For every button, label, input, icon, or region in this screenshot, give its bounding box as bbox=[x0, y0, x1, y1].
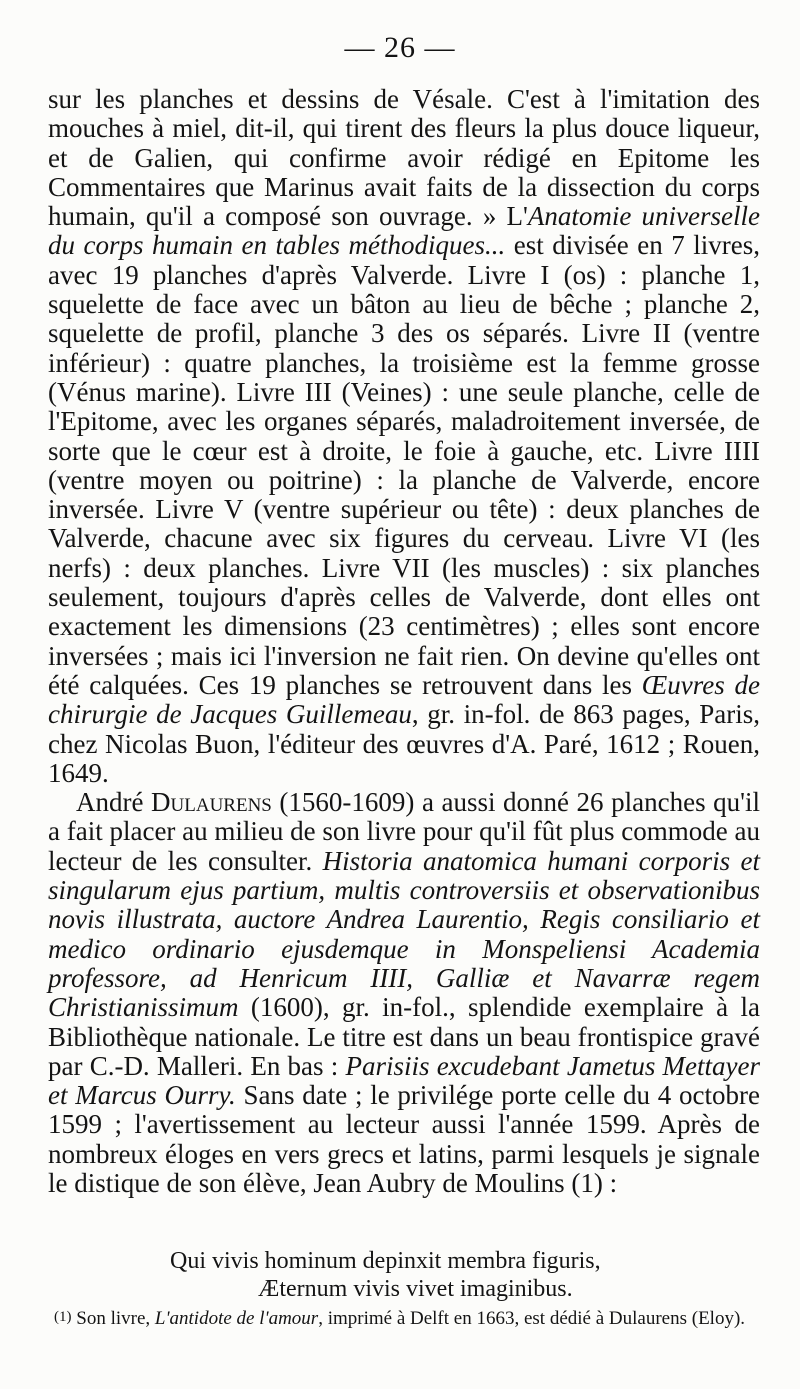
paragraph-1-text-a: sur les planches et dessins de Vésale. C'est à l'imitation des mouches à miel, dit-il, qui tirent des fleurs la plus douce liqueur, et de Galien, qui confirme avoir rédigé en Epitome les Commentaires que Marinus avait faits de la dissection du corps humain, qu'il a composé son ouvrage. » L' bbox=[48, 84, 760, 232]
footnote-text-b: , imprimé à Delft en 1663, est dédié à Dulaurens (Eloy). bbox=[318, 1308, 746, 1329]
paragraph-2-text-a: André bbox=[76, 787, 152, 818]
paragraph-1-text-c: , gr. in-fol. de 863 pages, Paris, chez Nicolas Buon, l'éditeur des œuvres d'A. Paré, 1612 ; Rouen, 1649. bbox=[48, 699, 760, 788]
author-name-dulaurens: Dulaurens bbox=[151, 787, 272, 818]
footnote-book-title: L'antidote de l'amour bbox=[154, 1308, 319, 1329]
paragraph-2-text-d: Sans date ; le privilége porte celle du 4 octobre 1599 ; l'avertissement au lecteur aussi l'année 1599. Après de nombreux éloges en vers grecs et latins, parmi lesquels je signale le distique de son élève, Jean Aubry de Moulins (1) : bbox=[48, 1080, 761, 1198]
book-title-oeuvres-guillemeau: Œuvres de chirurgie de Jacques Guillemeau bbox=[48, 669, 760, 730]
latin-distich bbox=[0, 1247, 800, 1303]
paragraph-2-text-c: (1600), gr. in-fol., splendide exemplaire à la Bibliothèque nationale. Le titre est dans un beau frontispice gravé par C.-D. Malleri. En bas : bbox=[48, 992, 760, 1081]
paragraph-2-text-b: (1560-1609) a aussi donné 26 planches qu'il a fait placer au milieu de son livre pour qu'il fût plus commode au lecteur de les consulter. bbox=[48, 787, 760, 876]
footnote-text-a: Son livre, bbox=[71, 1308, 155, 1329]
verse-line-1: Qui vivis hominum depinxit membra figuris, bbox=[170, 1248, 601, 1274]
body-text bbox=[48, 85, 760, 1198]
verse-line-2: Æternum vivis vivet imaginibus. bbox=[258, 1276, 573, 1302]
paragraph-1-text-b: est divisée en 7 livres, avec 19 planches d'après Valverde. Livre I (os) : planche 1, squelette de face avec un bâton au lieu de bêche ; planche 2, squelette de profil, planche 3 des os séparés. Livre II (ventre inférieur) : quatre planches, la troisième est la femme grosse (Vénus marine). Livre III (Veines) : une seule planche, celle de l'Epitome, avec les organes séparés, maladroitement inversée, de sorte que le cœur est à droite, le foie à gauche, etc. Livre IIII (ventre moyen ou poitrine) : la planche de Valverde, encore inversée. Livre V (ventre supérieur ou tête) : deux planches de Valverde, chacune avec six figures du cerveau. Livre VI (les nerfs) : deux planches. Livre VII (les muscles) : six planches seulement, toujours d'après celles de Valverde, dont elles ont exactement les dimensions (23 centimètres) ; elles sont encore inversées ; mais ici l'inversion ne fait rien. On devine qu'elles ont été calquées. Ces 19 planches se retrouvent dans les bbox=[48, 230, 760, 700]
book-title-historia-anatomica: Historia anatomica humani corporis et singularum ejus partium, multis controversiis et observationibus novis illustrata, auctore Andrea Laurentio, Regis consiliario et medico ordinario ejusdemque in Monspeliensi Academia professore, ad Henricum IIII, Galliæ et Navarræ regem Christianissimum bbox=[48, 845, 760, 1023]
page-number: — 26 — bbox=[344, 31, 456, 64]
paragraph-1 bbox=[48, 85, 760, 788]
footnote-marker: (1) bbox=[54, 1309, 72, 1325]
book-title-anatomie-universelle: Anatomie universelle du corps humain en tables méthodiques... bbox=[48, 201, 761, 261]
footnote bbox=[48, 1306, 768, 1330]
imprint-parisiis: Parisiis excudebant Jametus Mettayer et Marcus Ourry. bbox=[48, 1050, 760, 1111]
paragraph-2 bbox=[48, 788, 760, 1198]
